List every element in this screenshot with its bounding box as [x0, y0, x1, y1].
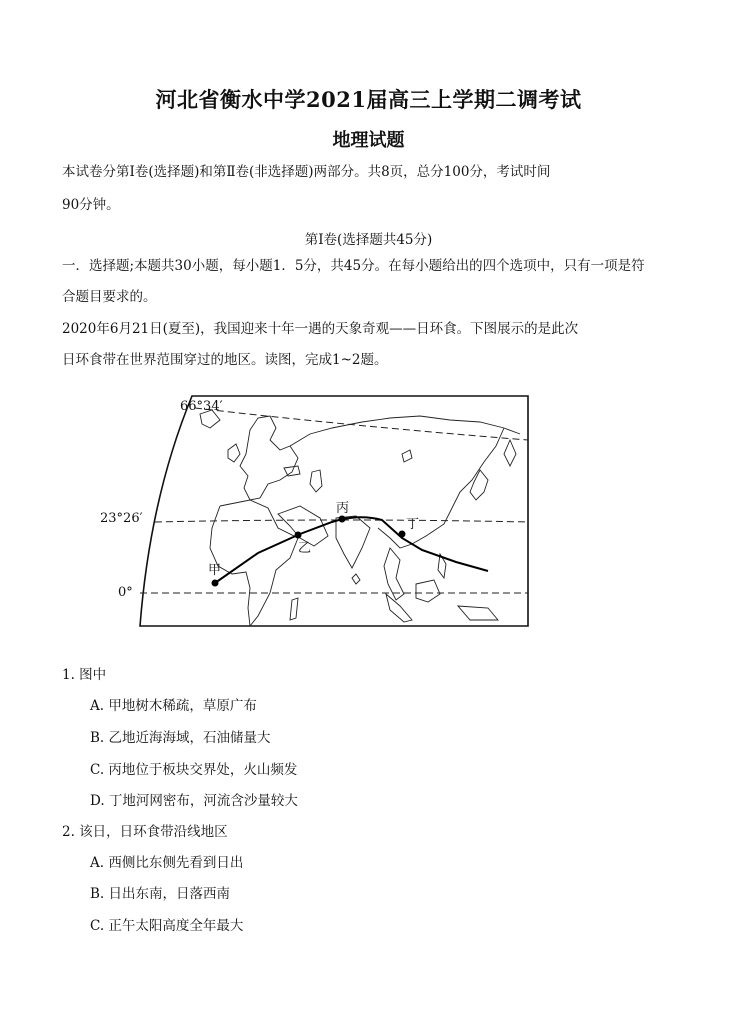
arctic-circle-label: 66°34′: [180, 399, 223, 414]
kamchatka: [504, 440, 516, 466]
question-2-option-b[interactable]: B. 日出东南，日落西南: [90, 886, 231, 902]
intro-line-1: 本试卷分第Ⅰ卷(选择题)和第Ⅱ卷(非选择题)两部分。共8页，总分100分，考试时间: [62, 164, 551, 180]
tropic-label: 23°26′: [100, 511, 143, 526]
map-frame: [140, 396, 528, 626]
instruction-line-1: 一．选择题;本题共30小题，每小题1．5分，共45分。在每小题给出的四个选项中，只有一项是符: [62, 258, 645, 274]
point-yi-label: 乙: [298, 541, 312, 556]
page-subtitle: 地理试题: [332, 130, 405, 151]
europe-coast: [240, 416, 298, 500]
indochina: [384, 548, 404, 600]
british-isles: [228, 444, 240, 462]
point-bing-marker: [339, 516, 346, 523]
annular-eclipse-map: [100, 388, 540, 634]
africa-coast: [210, 500, 298, 626]
instruction-line-2: 合题目要求的。: [62, 289, 157, 305]
lake-baikal: [402, 450, 412, 462]
equator-label: 0°: [118, 585, 133, 600]
context-line-1: 2020年6月21日(夏至)，我国迎来十年一遇的天象奇观——日环食。下图展示的是此次: [62, 321, 579, 337]
point-yi-marker: [295, 532, 302, 539]
question-1-stem: 1. 图中: [62, 667, 107, 683]
eclipse-path-line: [215, 517, 488, 583]
question-1-option-d[interactable]: D. 丁地河网密布，河流含沙量较大: [90, 793, 298, 809]
borneo: [416, 580, 440, 602]
madagascar: [290, 598, 298, 620]
question-1-option-a[interactable]: A. 甲地树木稀疏，草原广布: [90, 698, 257, 714]
point-jia-marker: [212, 580, 219, 587]
page-title: 河北省衡水中学2021届高三上学期二调考试: [155, 87, 582, 112]
arctic-circle-line: [195, 408, 528, 440]
point-ding-marker: [399, 531, 406, 538]
point-jia-label: 甲: [208, 563, 222, 578]
sri-lanka: [352, 574, 360, 584]
question-2-stem: 2. 该日，日环食带沿线地区: [62, 824, 228, 840]
section-heading: 第Ⅰ卷(选择题共45分): [304, 232, 433, 248]
context-line-2: 日环食带在世界范围穿过的地区。读图，完成1~2题。: [62, 352, 388, 368]
asia-north-coast: [290, 416, 520, 446]
point-bing-label: 丙: [336, 501, 350, 516]
india-coast: [336, 516, 370, 568]
point-ding-label: 丁: [406, 517, 420, 532]
question-1-option-c[interactable]: C. 丙地位于板块交界处，火山频发: [90, 762, 298, 778]
question-2-option-a[interactable]: A. 西侧比东侧先看到日出: [90, 855, 244, 871]
intro-line-2: 90分钟。: [62, 197, 120, 213]
question-1-option-b[interactable]: B. 乙地近海海域，石油储量大: [90, 730, 271, 746]
caspian-sea: [310, 470, 322, 492]
question-2-option-c[interactable]: C. 正午太阳高度全年最大: [90, 918, 244, 934]
japan: [470, 470, 488, 500]
new-guinea: [458, 606, 498, 620]
